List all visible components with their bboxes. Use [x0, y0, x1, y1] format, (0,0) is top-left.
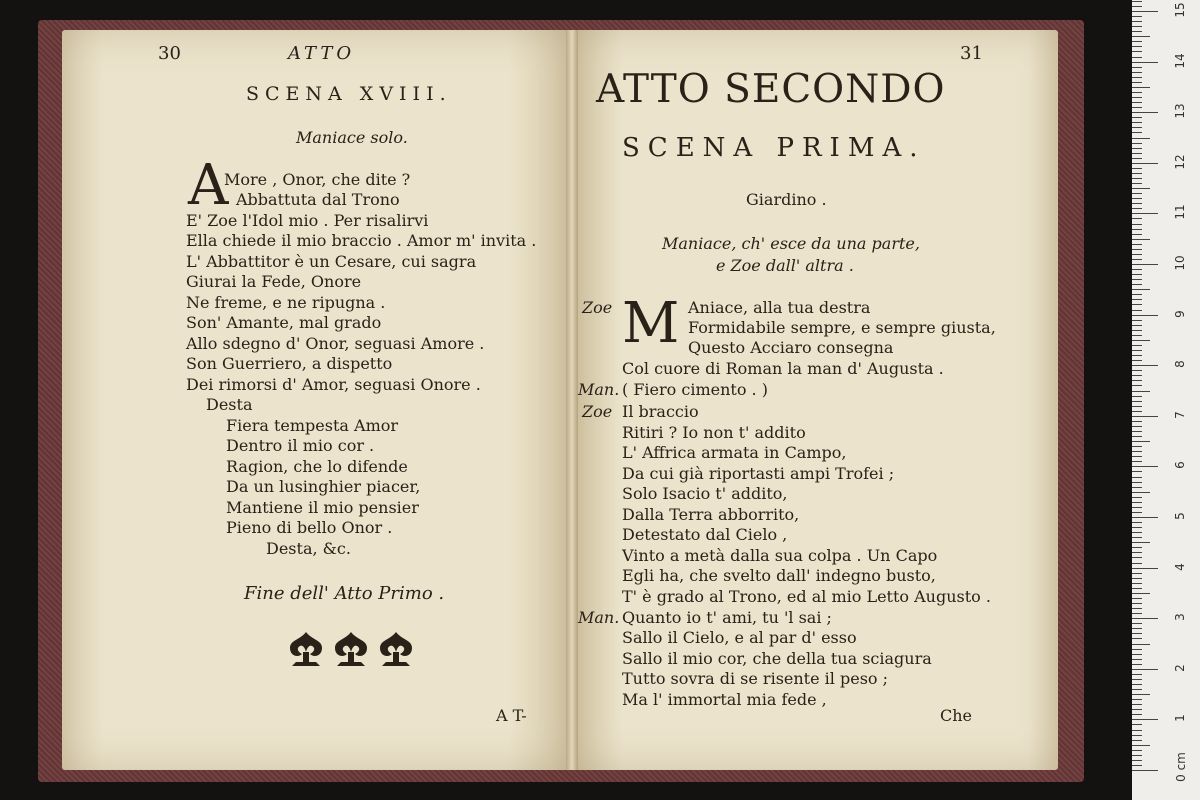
ruler-tick [1132, 1, 1142, 2]
measurement-ruler [1132, 0, 1200, 800]
ruler-zero-label: 0 cm [1174, 752, 1188, 782]
ruler-tick [1132, 633, 1142, 634]
ruler-tick [1132, 512, 1142, 513]
left-running-head: ATTO [288, 43, 356, 64]
ruler-tick [1132, 153, 1142, 154]
ruler-tick [1132, 466, 1158, 467]
ruler-number: 10 [1173, 255, 1187, 271]
ruler-tick [1132, 406, 1142, 407]
ruler-tick [1132, 132, 1142, 133]
verse-line: Aniace, alla tua destra [688, 298, 871, 317]
ruler-tick [1132, 745, 1150, 746]
ruler-tick [1132, 502, 1142, 503]
ruler-tick [1132, 532, 1142, 533]
act-title: ATTO SECONDO [596, 67, 946, 112]
ruler-tick [1132, 355, 1142, 356]
ruler-tick [1132, 244, 1142, 245]
ruler-tick [1132, 350, 1142, 351]
ruler-tick [1132, 36, 1150, 37]
ruler-number: 1 [1173, 714, 1187, 723]
ruler-tick [1132, 730, 1142, 731]
ruler-tick [1132, 188, 1150, 189]
ruler-tick [1132, 310, 1142, 311]
ruler-tick [1132, 461, 1142, 462]
verse-line: L' Abbattitor è un Cesare, cui sagra [186, 252, 477, 271]
ruler-tick [1132, 320, 1142, 321]
ruler-tick [1132, 239, 1150, 240]
verse-line: ( Fiero cimento . ) [622, 380, 768, 399]
ruler-number: 6 [1173, 461, 1187, 470]
ruler-tick [1132, 229, 1142, 230]
ruler-tick [1132, 547, 1142, 548]
ruler-tick [1132, 659, 1142, 660]
verse-line: Vinto a metà dalla sua colpa . Un Capo [622, 546, 938, 565]
ruler-tick [1132, 370, 1142, 371]
ruler-tick [1132, 583, 1142, 584]
left-scene-heading: SCENA XVIII. [246, 83, 452, 105]
ruler-tick [1132, 6, 1142, 7]
verse-line: Mantiene il mio pensier [226, 498, 419, 517]
ruler-tick [1132, 315, 1158, 316]
ruler-tick [1132, 522, 1142, 523]
verse-line: Ella chiede il mio braccio . Amor m' invita . [186, 231, 537, 250]
ruler-tick [1132, 436, 1142, 437]
ruler-tick [1132, 456, 1142, 457]
ruler-tick [1132, 82, 1142, 83]
ruler-tick [1132, 431, 1142, 432]
ruler-tick [1132, 563, 1142, 564]
ruler-tick [1132, 51, 1142, 52]
verse-line: More , Onor, che dite ? [224, 170, 411, 189]
verse-line: Tutto sovra di se risente il peso ; [622, 669, 889, 688]
ruler-tick [1132, 578, 1142, 579]
verse-line: Abbattuta dal Trono [236, 190, 400, 209]
ruler-tick [1132, 684, 1142, 685]
ruler-tick [1132, 284, 1142, 285]
ruler-tick [1132, 385, 1142, 386]
ruler-tick [1132, 477, 1142, 478]
ruler-tick [1132, 279, 1142, 280]
ruler-tick [1132, 299, 1142, 300]
ruler-tick [1132, 714, 1142, 715]
ruler-number: 4 [1173, 562, 1187, 571]
verse-line: Formidabile sempre, e sempre giusta, [688, 318, 996, 337]
ruler-tick [1132, 198, 1142, 199]
ruler-tick [1132, 537, 1142, 538]
verse-line: Questo Acciaro consegna [688, 338, 894, 357]
ruler-tick [1132, 340, 1150, 341]
ruler-tick [1132, 158, 1142, 159]
ruler-tick [1132, 593, 1150, 594]
verse-line: Desta, &c. [266, 539, 351, 558]
ruler-tick [1132, 127, 1142, 128]
verse-line: Ne freme, e ne ripugna . [186, 293, 386, 312]
ruler-tick [1132, 163, 1158, 164]
ruler-tick [1132, 598, 1142, 599]
ruler-tick [1132, 46, 1142, 47]
ruler-tick [1132, 689, 1142, 690]
ruler-tick [1132, 487, 1142, 488]
ruler-tick [1132, 122, 1142, 123]
ruler-tick [1132, 694, 1150, 695]
ruler-tick [1132, 254, 1142, 255]
ruler-tick [1132, 628, 1142, 629]
verse-line: Pieno di bello Onor . [226, 518, 393, 537]
ruler-tick [1132, 507, 1142, 508]
ruler-tick [1132, 679, 1142, 680]
ruler-tick [1132, 492, 1150, 493]
ruler-tick [1132, 568, 1158, 569]
ruler-number: 11 [1173, 204, 1187, 221]
ruler-tick [1132, 289, 1150, 290]
ruler-tick [1132, 365, 1158, 366]
ruler-tick [1132, 699, 1142, 700]
ruler-tick [1132, 649, 1142, 650]
ruler-tick [1132, 740, 1142, 741]
ruler-tick [1132, 644, 1150, 645]
ruler-number: 3 [1173, 613, 1187, 622]
ruler-tick [1132, 67, 1142, 68]
ruler-tick [1132, 148, 1142, 149]
verse-line: Dei rimorsi d' Amor, seguasi Onore . [186, 375, 481, 394]
verse-line: Sallo il Cielo, e al par d' esso [622, 628, 857, 647]
ruler-tick [1132, 770, 1158, 771]
ruler-tick [1132, 416, 1158, 417]
ruler-tick [1132, 203, 1142, 204]
ruler-tick [1132, 183, 1142, 184]
ruler-tick [1132, 138, 1150, 139]
ruler-tick [1132, 325, 1142, 326]
ruler-tick [1132, 760, 1142, 761]
ruler-tick [1132, 62, 1158, 63]
ruler-tick [1132, 269, 1142, 270]
ruler-tick [1132, 719, 1158, 720]
ruler-tick [1132, 72, 1142, 73]
act-end-line: Fine dell' Atto Primo . [244, 583, 445, 604]
ruler-tick [1132, 234, 1142, 235]
verse-line: Ragion, che lo difende [226, 457, 408, 476]
ruler-tick [1132, 375, 1142, 376]
ruler-tick [1132, 608, 1142, 609]
ruler-tick [1132, 143, 1142, 144]
ruler-tick [1132, 426, 1142, 427]
verse-line: Ritiri ? Io non t' addito [622, 423, 806, 442]
ruler-tick [1132, 224, 1142, 225]
ruler-tick [1132, 674, 1142, 675]
ruler-tick [1132, 618, 1158, 619]
ruler-tick [1132, 765, 1142, 766]
ruler-tick [1132, 77, 1142, 78]
verse-line: Col cuore di Roman la man d' Augusta . [622, 359, 944, 378]
ruler-tick [1132, 709, 1142, 710]
verse-line: Dentro il mio cor . [226, 436, 375, 455]
ruler-tick [1132, 724, 1142, 725]
left-catchword: A T- [496, 706, 527, 725]
verse-line: Egli ha, che svelto dall' indegno busto, [622, 566, 936, 585]
ruler-tick [1132, 441, 1150, 442]
ruler-tick [1132, 330, 1142, 331]
ruler-tick [1132, 345, 1142, 346]
printer-ornament-icon [286, 628, 416, 670]
verse-line: Desta [206, 395, 253, 414]
ruler-tick [1132, 193, 1142, 194]
ruler-number: 8 [1173, 360, 1187, 369]
ruler-tick [1132, 92, 1142, 93]
ruler-number: 2 [1173, 663, 1187, 672]
ruler-number: 5 [1173, 512, 1187, 520]
ruler-tick [1132, 391, 1150, 392]
ruler-tick [1132, 588, 1142, 589]
ruler-tick [1132, 304, 1142, 305]
verse-line: Solo Isacio t' addito, [622, 484, 788, 503]
verse-line: L' Affrica armata in Campo, [622, 443, 847, 462]
verse-line: Quanto io t' ami, tu 'l sai ; [622, 608, 832, 627]
verse-line: Allo sdegno d' Onor, seguasi Amore . [186, 334, 485, 353]
ruler-tick [1132, 654, 1142, 655]
ruler-tick [1132, 335, 1142, 336]
ruler-tick [1132, 542, 1150, 543]
ruler-tick [1132, 57, 1142, 58]
ruler-tick [1132, 750, 1142, 751]
ruler-tick [1132, 527, 1142, 528]
setting-line: Giardino . [746, 190, 827, 209]
ruler-tick [1132, 482, 1142, 483]
ruler-tick [1132, 117, 1142, 118]
ruler-number: 7 [1173, 410, 1187, 419]
ruler-tick [1132, 11, 1158, 12]
ruler-tick [1132, 208, 1142, 209]
ruler-tick [1132, 173, 1142, 174]
ruler-tick [1132, 294, 1142, 295]
verse-line: Ma l' immortal mia fede , [622, 690, 827, 709]
speaker-label: Man. [578, 380, 620, 399]
ruler-tick [1132, 102, 1142, 103]
ruler-tick [1132, 26, 1142, 27]
ruler-tick [1132, 360, 1142, 361]
ruler-number: 12 [1173, 154, 1187, 170]
verse-line: T' è grado al Trono, ed al mio Letto Augusto . [622, 587, 991, 606]
ruler-tick [1132, 213, 1158, 214]
ruler-tick [1132, 249, 1142, 250]
ruler-tick [1132, 97, 1142, 98]
ruler-number: 14 [1173, 52, 1187, 69]
ruler-tick [1132, 664, 1142, 665]
ruler-tick [1132, 704, 1142, 705]
book-gutter [566, 30, 578, 770]
verse-line: Son' Amante, mal grado [186, 313, 382, 332]
ruler-tick [1132, 168, 1142, 169]
right-drop-cap: M [622, 291, 680, 356]
ruler-tick [1132, 380, 1142, 381]
ruler-tick [1132, 87, 1150, 88]
ruler-tick [1132, 638, 1142, 639]
verse-line: Dalla Terra abborrito, [622, 505, 800, 524]
verse-line: E' Zoe l'Idol mio . Per risalirvi [186, 211, 429, 230]
ruler-tick [1132, 755, 1142, 756]
ruler-tick [1132, 517, 1158, 518]
speaker-label: Zoe [582, 298, 613, 317]
ruler-tick [1132, 669, 1158, 670]
ruler-tick [1132, 411, 1142, 412]
verse-line: Il braccio [622, 402, 699, 421]
verse-line: Giurai la Fede, Onore [186, 272, 362, 291]
ruler-tick [1132, 623, 1142, 624]
ruler-tick [1132, 41, 1142, 42]
verse-line: Fiera tempesta Amor [226, 416, 399, 435]
right-stage-direction: e Zoe dall' altra . [716, 256, 854, 275]
verse-line: Son Guerriero, a dispetto [186, 354, 393, 373]
verse-line: Detestato dal Cielo , [622, 525, 788, 544]
ruler-tick [1132, 446, 1142, 447]
right-stage-direction: Maniace, ch' esce da una parte, [662, 234, 920, 253]
right-page-number: 31 [960, 43, 983, 64]
left-page-number: 30 [158, 43, 181, 64]
ruler-tick [1132, 401, 1142, 402]
ruler-tick [1132, 603, 1142, 604]
right-scene-heading: SCENA PRIMA. [622, 133, 926, 163]
ruler-number: 13 [1173, 103, 1187, 119]
ruler-tick [1132, 497, 1142, 498]
ruler-tick [1132, 218, 1142, 219]
ruler-tick [1132, 112, 1158, 113]
speaker-label: Man. [578, 608, 620, 627]
verse-line: Da un lusinghier piacer, [226, 477, 421, 496]
speaker-label: Zoe [582, 402, 613, 421]
ruler-tick [1132, 613, 1142, 614]
left-stage-direction: Maniace solo. [296, 128, 408, 147]
ruler-tick [1132, 264, 1158, 265]
ruler-tick [1132, 451, 1142, 452]
ruler-number: 15 [1173, 2, 1187, 18]
ruler-tick [1132, 396, 1142, 397]
ruler-tick [1132, 471, 1142, 472]
ruler-tick [1132, 557, 1142, 558]
ruler-tick [1132, 107, 1142, 108]
ruler-number: 9 [1173, 309, 1187, 318]
ruler-tick [1132, 178, 1142, 179]
ruler-tick [1132, 21, 1142, 22]
ruler-tick [1132, 259, 1142, 260]
verse-line: Sallo il mio cor, che della tua sciagura [622, 649, 932, 668]
ruler-tick [1132, 552, 1142, 553]
ruler-tick [1132, 16, 1142, 17]
ruler-tick [1132, 274, 1142, 275]
left-drop-cap: A [188, 153, 229, 218]
verse-line: Da cui già riportasti ampi Trofei ; [622, 464, 895, 483]
ruler-tick [1132, 573, 1142, 574]
ruler-tick [1132, 735, 1142, 736]
ruler-tick [1132, 421, 1142, 422]
right-catchword: Che [940, 706, 973, 725]
ruler-tick [1132, 31, 1142, 32]
